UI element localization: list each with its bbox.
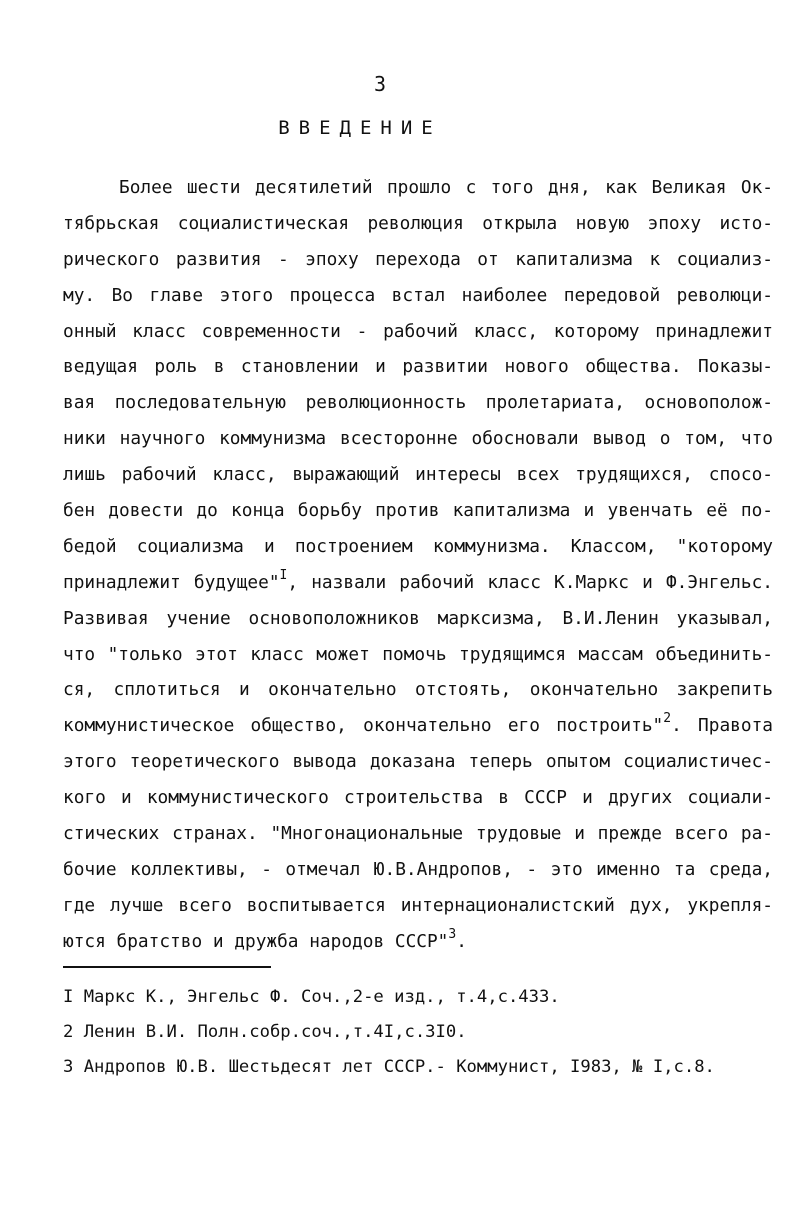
text-line: онный класс современности - рабочий класс, которому принадлежит bbox=[63, 320, 773, 342]
footnotes bbox=[63, 980, 773, 1085]
text-fragment: коммунистическое общество, окончательно его построить" bbox=[63, 715, 664, 737]
text-line: ведущая роль в становлении и развитии нового общества. Показы- bbox=[63, 356, 773, 378]
footnote-1: I Маркс К., Энгельс Ф. Соч.,2-е изд., т.4,с.433. bbox=[63, 987, 560, 1007]
footnote-ref-2: 2 bbox=[663, 711, 672, 727]
footnote-separator bbox=[63, 966, 271, 968]
text-fragment: , назвали рабочий класс К.Маркс и Ф.Энгельс. bbox=[287, 571, 774, 593]
body-text bbox=[63, 170, 773, 960]
text-fragment: . Правота bbox=[671, 715, 773, 737]
text-line: кого и коммунистического строительства в СССР и других социали- bbox=[63, 787, 773, 809]
text-line: этого теоретического вывода доказана теперь опытом социалистичес- bbox=[63, 751, 773, 773]
text-line: Развивая учение основоположников марксизма, В.И.Ленин указывал, bbox=[63, 607, 773, 629]
page-number: 3 bbox=[373, 72, 387, 96]
footnote-ref-1: I bbox=[279, 567, 288, 583]
text-line: бедой социализма и построением коммунизма. Классом, "которому bbox=[63, 535, 773, 557]
text-line: бочие коллективы, - отмечал Ю.В.Андропов, - это именно та среда, bbox=[63, 858, 773, 880]
text-line: вая последовательную революционность пролетариата, основополож- bbox=[63, 392, 773, 414]
text-line: тябрьская социалистическая революция открыла новую эпоху исто- bbox=[63, 212, 773, 234]
text-line: ники научного коммунизма всесторонне обосновали вывод о том, что bbox=[63, 428, 773, 450]
text-line: лишь рабочий класс, выражающий интересы всех трудящихся, спосо- bbox=[63, 464, 773, 486]
text-fragment: ются братство и дружба народов СССР" bbox=[63, 930, 449, 952]
text-line: ся, сплотиться и окончательно отстоять, окончательно закрепить bbox=[63, 679, 773, 701]
text-line: стических странах. "Многонациональные трудовые и прежде всего ра- bbox=[63, 823, 773, 845]
text-line bbox=[63, 565, 773, 601]
text-line: где лучше всего воспитывается интернационалистский дух, укрепля- bbox=[63, 894, 773, 916]
text-fragment: . bbox=[456, 930, 467, 952]
text-line bbox=[63, 924, 773, 960]
text-line: му. Во главе этого процесса встал наиболее передовой революци- bbox=[63, 284, 773, 306]
footnote-2: 2 Ленин В.И. Полн.собр.соч.,т.4I,с.3I0. bbox=[63, 1022, 467, 1042]
footnote-ref-3: 3 bbox=[448, 926, 457, 942]
section-heading: ВВЕДЕНИЕ bbox=[278, 117, 442, 139]
text-fragment: принадлежит будущее" bbox=[63, 571, 280, 593]
text-line: бен довести до конца борьбу против капитализма и увенчать её по- bbox=[63, 500, 773, 522]
text-line bbox=[63, 708, 773, 744]
text-line: рического развития - эпоху перехода от капитализма к социализ- bbox=[63, 248, 773, 270]
text-line: Более шести десятилетий прошло с того дня, как Великая Ок- bbox=[119, 177, 773, 198]
footnote-3: 3 Андропов Ю.В. Шестьдесят лет СССР.- Коммунист, I983, № I,с.8. bbox=[63, 1057, 715, 1077]
text-line: что "только этот класс может помочь трудящимся массам объединить- bbox=[63, 643, 773, 665]
